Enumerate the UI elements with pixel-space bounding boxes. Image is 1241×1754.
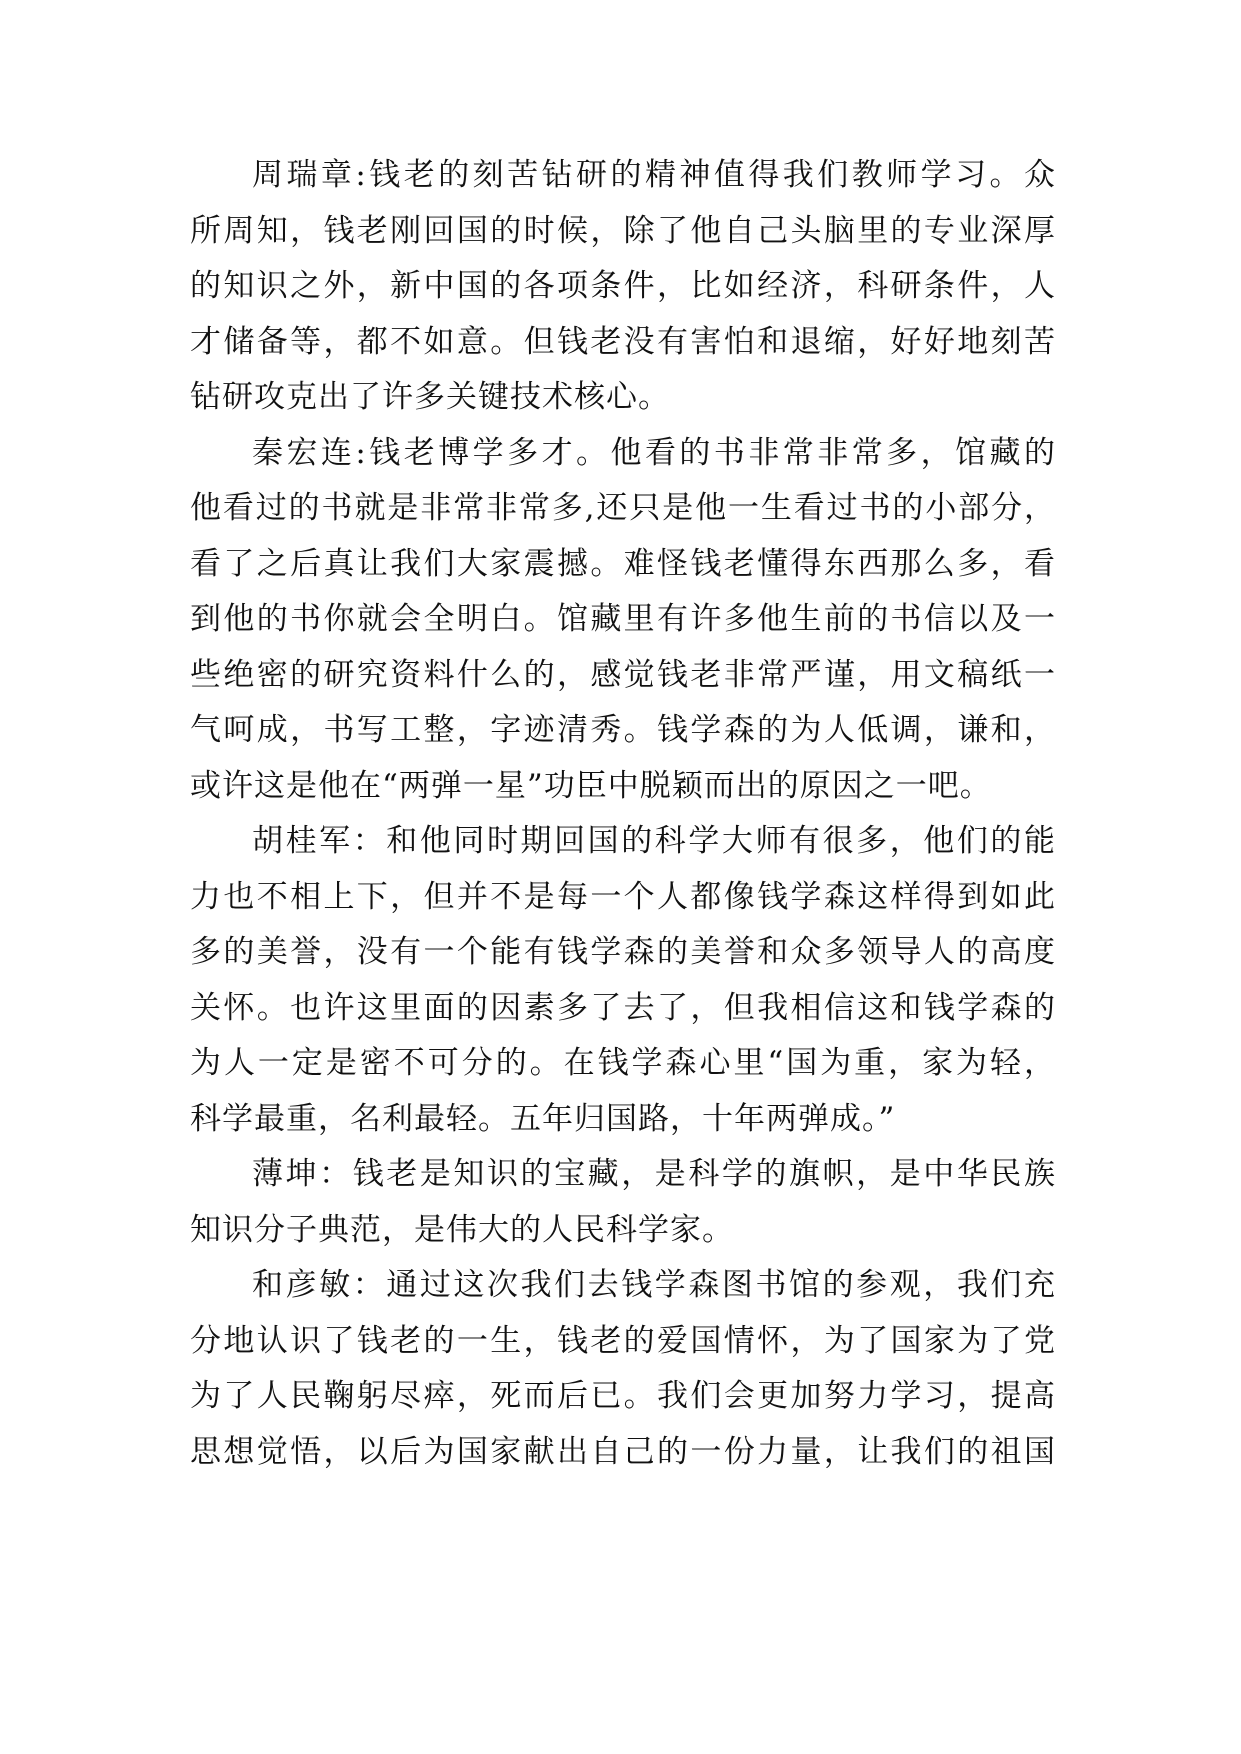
text-line: 秦宏连:钱老博学多才。他看的书非常非常多，馆藏的 (252, 434, 1056, 471)
text-line: 多的美誉，没有一个能有钱学森的美誉和众多领导人的高度 (190, 934, 1056, 970)
paragraph-hu-guijun (190, 814, 1056, 1147)
text-line: 所周知，钱老刚回国的时候，除了他自己头脑里的专业深厚 (190, 212, 1056, 249)
text-line: 或许这是他在“两弹一星”功臣中脱颖而出的原因之一吧。 (190, 767, 992, 804)
text-line: 薄坤：钱老是知识的宝藏，是科学的旗帜，是中华民族 (252, 1156, 1056, 1192)
text-line: 为了人民鞠躬尽瘁，死而后已。我们会更加努力学习，提高 (190, 1378, 1056, 1414)
text-line: 力也不相上下，但并不是每一个人都像钱学森这样得到如此 (190, 878, 1056, 915)
paragraph-zhou-ruizhang (190, 148, 1056, 426)
text-line: 胡桂军：和他同时期回国的科学大师有很多，他们的能 (252, 823, 1056, 859)
text-line: 关怀。也许这里面的因素多了去了，但我相信这和钱学森的 (190, 989, 1056, 1026)
text-line: 周瑞章:钱老的刻苦钻研的精神值得我们教师学习。众 (252, 157, 1056, 193)
text-line: 知识分子典范，是伟大的人民科学家。 (190, 1211, 734, 1248)
text-line: 钻研攻克出了许多关键技术核心。 (190, 379, 670, 415)
paragraph-he-yanmin (190, 1258, 1056, 1480)
paragraph-qin-honglian (190, 426, 1056, 815)
text-line: 才储备等，都不如意。但钱老没有害怕和退缩，好好地刻苦 (190, 323, 1056, 360)
text-line: 和彦敏：通过这次我们去钱学森图书馆的参观，我们充 (252, 1267, 1056, 1303)
text-line: 分地认识了钱老的一生，钱老的爱国情怀，为了国家为了党 (190, 1322, 1056, 1359)
text-line: 的知识之外，新中国的各项条件，比如经济，科研条件，人 (190, 268, 1056, 304)
document-page (190, 148, 1056, 1480)
paragraph-bo-kun (190, 1147, 1056, 1258)
text-line: 看了之后真让我们大家震撼。难怪钱老懂得东西那么多，看 (190, 545, 1056, 582)
text-line: 气呵成，书写工整，字迹清秀。钱学森的为人低调，谦和， (190, 712, 1056, 748)
text-line: 些绝密的研究资料什么的，感觉钱老非常严谨，用文稿纸一 (190, 656, 1056, 693)
text-line: 为人一定是密不可分的。在钱学森心里“国为重，家为轻， (190, 1045, 1056, 1081)
text-line: 到他的书你就会全明白。馆藏里有许多他生前的书信以及一 (190, 601, 1056, 637)
text-line: 他看过的书就是非常非常多,还只是他一生看过书的小部分， (190, 490, 1056, 526)
text-line: 思想觉悟，以后为国家献出自己的一份力量，让我们的祖国 (190, 1433, 1056, 1470)
text-line: 科学最重，名利最轻。五年归国路，十年两弹成。” (190, 1100, 896, 1137)
